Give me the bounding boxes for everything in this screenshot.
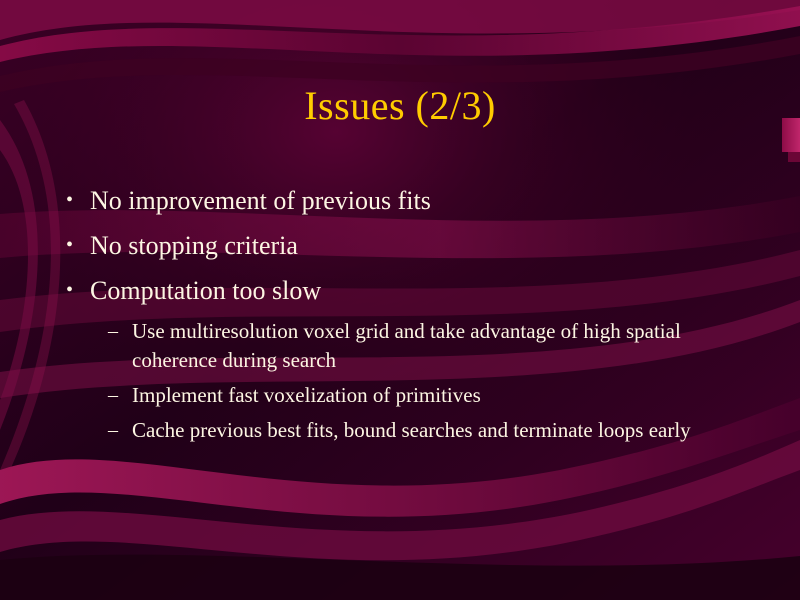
- bullet-item: [58, 223, 758, 268]
- sub-bullet-item: [58, 381, 758, 410]
- dash-marker-icon: –: [108, 320, 118, 342]
- bullet-marker-icon: •: [66, 279, 74, 301]
- sub-bullet-item: [58, 416, 758, 445]
- bullet-item: [58, 178, 758, 223]
- bullet-text: No stopping criteria: [90, 231, 298, 260]
- bullet-marker-icon: •: [66, 189, 74, 211]
- bullet-text: Computation too slow: [90, 276, 322, 305]
- slide-edge-accent-small: [788, 152, 800, 162]
- slide-body: [58, 178, 758, 451]
- slide-title: Issues (2/3): [304, 83, 496, 128]
- dash-marker-icon: –: [108, 419, 118, 441]
- sub-bullet-text: Use multiresolution voxel grid and take advantage of high spatial coherence during search: [132, 319, 681, 372]
- sub-bullet-text: Implement fast voxelization of primitives: [132, 383, 481, 407]
- bullet-text: No improvement of previous fits: [90, 186, 431, 215]
- dash-marker-icon: –: [108, 384, 118, 406]
- bullet-marker-icon: •: [66, 234, 74, 256]
- sub-bullet-item: [58, 317, 758, 375]
- sub-bullet-list: [58, 317, 758, 445]
- sub-bullet-text: Cache previous best fits, bound searches and terminate loops early: [132, 418, 691, 442]
- bullet-item: [58, 268, 758, 313]
